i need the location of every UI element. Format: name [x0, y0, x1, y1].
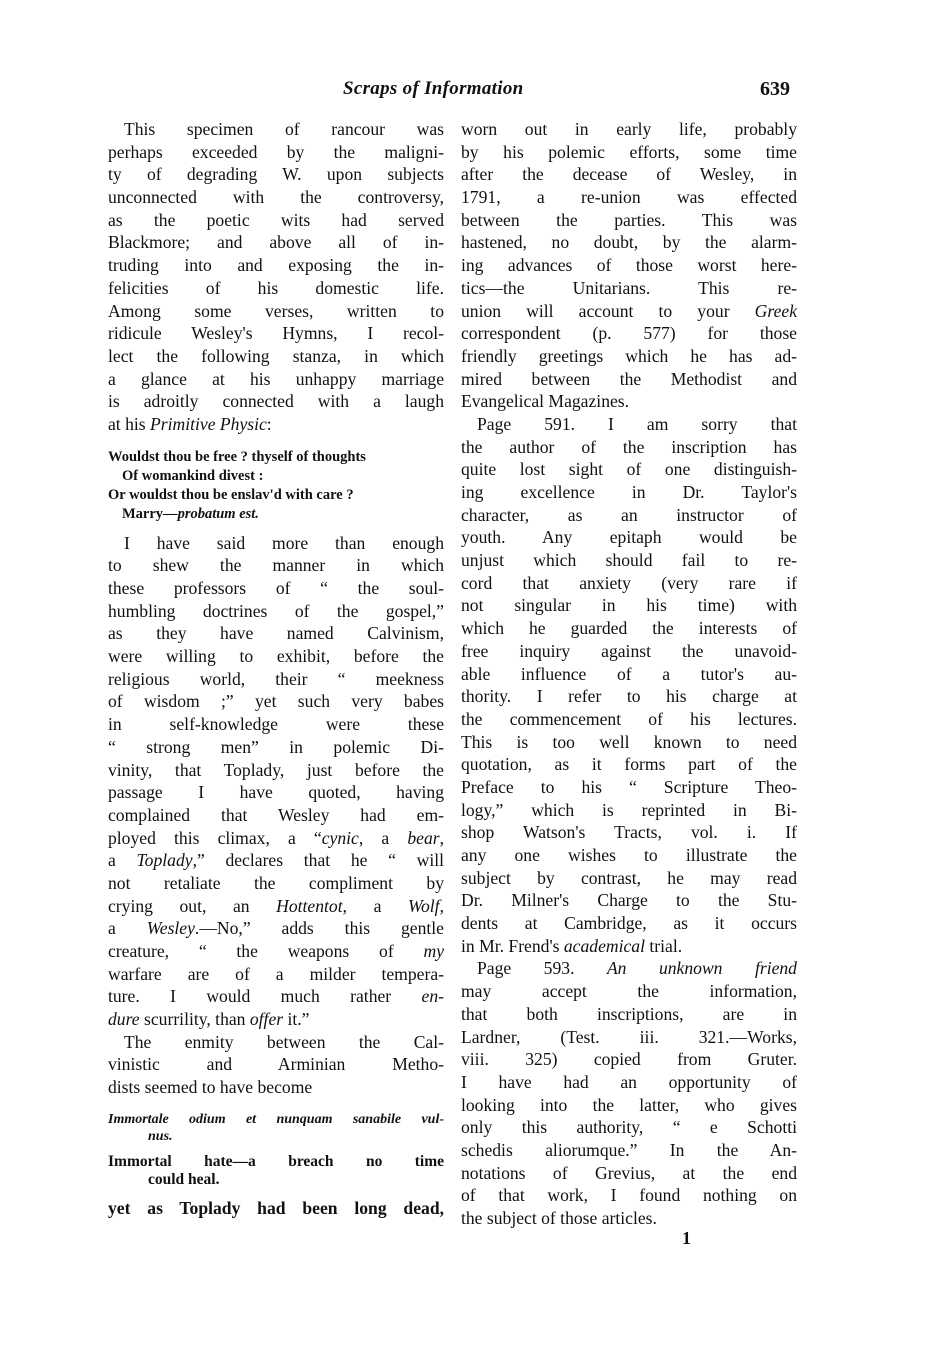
text-line: ture. I would much rather en-	[108, 986, 444, 1007]
verse-line: Wouldst thou be free ? thyself of thoughts	[108, 448, 366, 465]
text-line: schedis aliorumque.” In the An-	[461, 1139, 797, 1160]
text-line: felicities of his domestic life.	[108, 277, 444, 298]
text-line: Blackmore; and above all of in-	[108, 232, 444, 253]
text-line: free inquiry against the unavoid-	[461, 640, 797, 661]
verse-line: Marry—probatum est.	[122, 505, 259, 522]
text-line: in Mr. Frend's academical trial.	[461, 935, 683, 956]
text-line: perhaps exceeded by the maligni-	[108, 141, 444, 162]
quote-line: nus.	[148, 1128, 173, 1144]
text-line: notations of Grevius, at the end	[461, 1162, 797, 1183]
text-line: these professors of “ the soul-	[108, 578, 444, 598]
text-line: between the parties. This was	[461, 209, 797, 230]
text-line: hastened, no doubt, by the alarm-	[461, 232, 797, 253]
text-line: unjust which should fail to re-	[461, 550, 797, 571]
text-line: to shew the manner in which	[108, 555, 444, 576]
text-line: worn out in early life, probably	[461, 119, 797, 139]
text-line: subject by contrast, he may read	[461, 867, 797, 888]
text-line: vinistic and Arminian Metho-	[108, 1054, 444, 1075]
text-line: viii. 325) copied from Gruter.	[461, 1049, 797, 1070]
text-line: 1791, a re-union was effected	[461, 187, 797, 208]
left-column	[108, 118, 444, 1220]
text-line: of that work, I found nothing on	[461, 1185, 797, 1206]
text-line: youth. Any epitaph would be	[461, 527, 797, 548]
text-line: unconnected with the controversy,	[108, 187, 444, 208]
text-line: by his polemic efforts, some time	[461, 141, 797, 162]
paragraph-page-593	[461, 957, 797, 1229]
text-line: cord that anxiety (very rare if	[461, 572, 797, 593]
text-line: which he guarded the interests of	[461, 618, 797, 639]
text-line: at his Primitive Physic:	[108, 413, 272, 434]
text-line: humbling doctrines of the gospel,”	[108, 600, 444, 621]
text-line: ridicule Wesley's Hymns, I recol-	[108, 323, 444, 344]
text-line: ty of degrading W. upon subjects	[108, 164, 444, 185]
text-line: Evangelical Magazines.	[461, 391, 630, 412]
text-line: in self-knowledge were these	[108, 714, 444, 735]
text-line: Dr. Milner's Charge to the Stu-	[461, 890, 797, 911]
text-line: the author of the inscription has	[461, 436, 797, 457]
text-line: shop Watson's Tracts, vol. i. If	[461, 822, 797, 843]
paragraph-enmity	[108, 1031, 444, 1099]
text-line: looking into the latter, who gives	[461, 1094, 797, 1115]
text-line: were willing to exhibit, before the	[108, 646, 444, 667]
translation-line: Immortal hate—a breach no time	[108, 1152, 444, 1170]
text-line: logy,” which is reprinted in Bi-	[461, 799, 797, 820]
text-line: union will account to your Greek	[461, 300, 797, 321]
text-line: dure scurrility, than offer it.”	[108, 1009, 310, 1030]
verse-line: Or wouldst thou be enslav'd with care ?	[108, 486, 354, 503]
text-line: quite lost sight of one distinguish-	[461, 459, 797, 480]
text-line: creature, “ the weapons of my	[108, 941, 444, 961]
text-line: dents at Cambridge, as it occurs	[461, 913, 797, 934]
text-line: dists seemed to have become	[108, 1077, 313, 1098]
text-line: thority. I refer to his charge at	[461, 686, 797, 707]
text-line: This specimen of rancour was	[124, 119, 444, 139]
text-line: a glance at his unhappy marriage	[108, 368, 444, 389]
translation	[108, 1153, 444, 1189]
text-line: The enmity between the Cal-	[124, 1031, 444, 1052]
quote-line: Immortale odium et nunquam sanabile vul-	[108, 1111, 444, 1127]
text-line: ployed this climax, a “cynic, a bear,	[108, 827, 444, 848]
text-line: ing advances of those worst here-	[461, 255, 797, 276]
text-line: complained that Wesley had em-	[108, 804, 444, 825]
text-line: This is too well known to need	[461, 731, 797, 752]
right-column	[461, 118, 797, 1230]
text-line: Lardner, (Test. iii. 321.—Works,	[461, 1026, 797, 1047]
text-line: as they have named Calvinism,	[108, 623, 444, 644]
text-line: only this authority, “ e Schotti	[461, 1117, 797, 1138]
verse-stanza	[108, 448, 444, 524]
latin-quote	[108, 1111, 444, 1145]
text-line: passage I have quoted, having	[108, 782, 444, 803]
text-line: any one wishes to illustrate the	[461, 845, 797, 865]
text-line: crying out, an Hottentot, a Wolf,	[108, 895, 444, 916]
text-line: Page 591. I am sorry that	[477, 413, 797, 434]
text-line: religious world, their “ meekness	[108, 668, 444, 689]
paragraph-rancour	[108, 118, 444, 436]
text-line: the commencement of his lectures.	[461, 708, 797, 729]
text-line: of wisdom ;” yet such very babes	[108, 691, 444, 712]
paragraph-reunion	[461, 118, 797, 413]
text-line: friendly greetings which he has ad-	[461, 345, 797, 366]
text-line: after the decease of Wesley, in	[461, 164, 797, 185]
italic-title: Primitive Physic	[150, 413, 267, 434]
text-line: mired between the Methodist and	[461, 368, 797, 389]
text-line: that both inscriptions, are in	[461, 1003, 797, 1024]
text-line: as the poetic wits had served	[108, 209, 444, 230]
paragraph-page-591	[461, 413, 797, 958]
text-line: correspondent (p. 577) for those	[461, 323, 797, 344]
text-line: able influence of a tutor's au-	[461, 663, 797, 684]
text-line: not singular in his time) with	[461, 595, 797, 616]
text-line: Page 593. An unknown friend	[477, 958, 797, 979]
text-line: “ strong men” in polemic Di-	[108, 736, 444, 757]
text-line: not retaliate the compliment by	[108, 872, 444, 893]
verse-line: Of womankind divest :	[122, 467, 264, 484]
text-line: the subject of those articles.	[461, 1208, 657, 1228]
translation-line: could heal.	[148, 1170, 220, 1188]
text-line: character, as an instructor of	[461, 504, 797, 525]
text-line: is adroitly connected with a laugh	[108, 391, 444, 412]
text-line: I have said more than enough	[124, 532, 444, 553]
text-line: yet as Toplady had been long dead,	[108, 1197, 444, 1218]
running-header	[0, 78, 929, 104]
text-line: lect the following stanza, in which	[108, 345, 444, 366]
text-line: quotation, as it forms part of the	[461, 754, 797, 775]
text-line: warfare are of a milder tempera-	[108, 963, 444, 984]
text-line: may accept the information,	[461, 981, 797, 1002]
page-number: 639	[760, 78, 790, 100]
text-line: truding into and exposing the in-	[108, 255, 444, 276]
text-line: tics—the Unitarians. This re-	[461, 277, 797, 298]
paragraph-professors	[108, 532, 444, 1031]
text-line: vinity, that Toplady, just before the	[108, 759, 444, 780]
text-line: Among some verses, written to	[108, 300, 444, 321]
text-line: Preface to his “ Scripture Theo-	[461, 776, 797, 797]
text-line: a Toplady,” declares that he “ will	[108, 850, 444, 871]
text-line: I have had an opportunity of	[461, 1071, 797, 1092]
running-title: Scraps of Information	[343, 78, 524, 99]
signature-mark: 1	[682, 1228, 691, 1248]
text-line: ing excellence in Dr. Taylor's	[461, 482, 797, 502]
text-line: a Wesley.—No,” adds this gentle	[108, 918, 444, 939]
